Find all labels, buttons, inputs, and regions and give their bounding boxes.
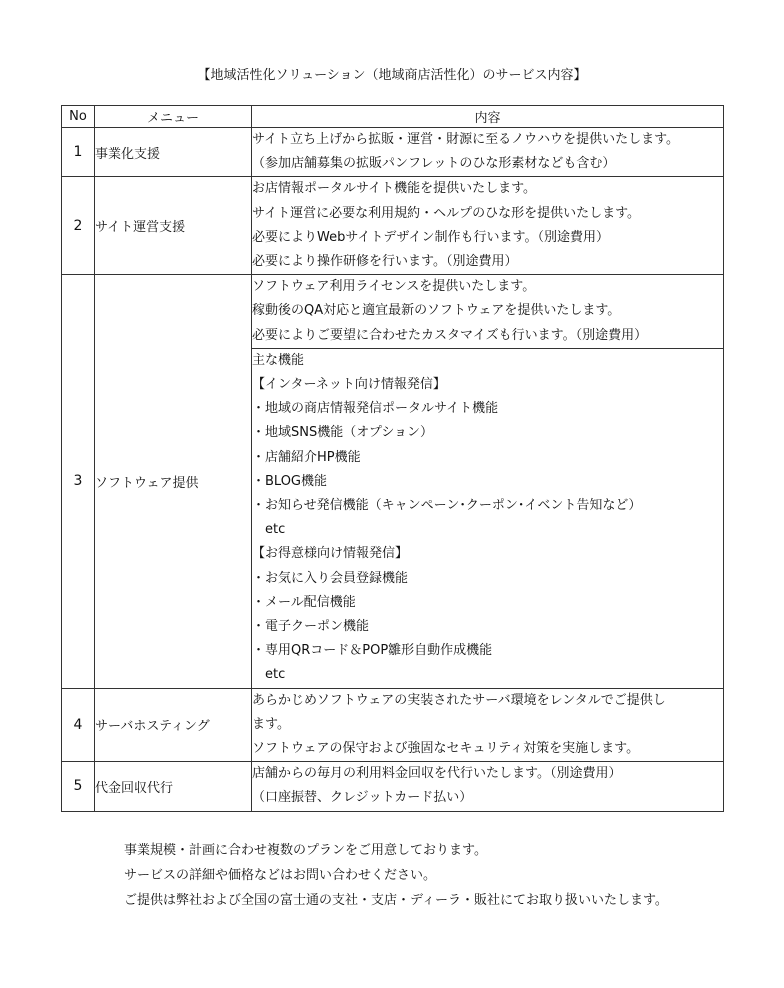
- content-line: サイト運営に必要な利用規約・ヘルプのひな形を提供いたします。: [252, 205, 641, 221]
- page-title: 【地域活性化ソリューション（地域商店活性化）のサービス内容】: [197, 68, 587, 83]
- row-content-features: [252, 348, 724, 688]
- content-line: ・地域の商店情報発信ポータルサイト機能: [252, 401, 499, 417]
- row-content: [252, 762, 724, 811]
- note-line: 事業規模・計画に合わせ複数のプランをご用意しております。: [124, 843, 487, 858]
- content-line: ・お気に入り会員登録機能: [252, 570, 409, 586]
- row-menu: サイト運営支援: [95, 177, 252, 275]
- row-menu: 代金回収代行: [95, 762, 252, 811]
- content-line: ・メール配信機能: [252, 594, 356, 610]
- row-content: [252, 688, 724, 762]
- note-line: サービスの詳細や価格などはお問い合わせください。: [124, 868, 437, 883]
- content-line: etc: [252, 522, 286, 538]
- table-row: [62, 275, 724, 349]
- content-line: あらかじめソフトウェアの実装されたサーバ環境をレンタルでご提供し: [252, 692, 666, 708]
- content-line: サイト立ち上げから拡販・運営・財源に至るノウハウを提供いたします。: [252, 132, 680, 147]
- row-number: 4: [62, 688, 95, 762]
- table-header-row: [62, 106, 724, 128]
- content-line: ます。: [252, 716, 290, 732]
- content-line: 稼動後のQA対応と適宜最新のソフトウェアを提供いたします。: [252, 303, 621, 319]
- row-number: 2: [62, 177, 95, 275]
- content-line: 必要によりご要望に合わせたカスタマイズも行います。（別途費用）: [252, 327, 648, 343]
- row-content: [252, 177, 724, 275]
- row-number: 3: [62, 275, 95, 688]
- row-number: 1: [62, 128, 95, 177]
- content-line: ・お知らせ発信機能（キャンペーン･クーポン･イベント告知など）: [252, 498, 642, 514]
- row-number: 5: [62, 762, 95, 811]
- content-line: etc: [252, 667, 286, 683]
- content-line: 必要によりWebサイトデザイン制作も行います。（別途費用）: [252, 229, 609, 245]
- row-menu: ソフトウェア提供: [95, 275, 252, 688]
- content-line: ソフトウェア利用ライセンスを提供いたします。: [252, 279, 536, 295]
- footer-notes: [124, 838, 668, 913]
- header-menu: メニュー: [95, 106, 252, 128]
- content-line: 店舗からの毎月の利用料金回収を代行いたします。（別途費用）: [252, 766, 622, 782]
- row-menu: サーバホスティング: [95, 688, 252, 762]
- row-content: [252, 275, 724, 349]
- content-line: 主な機能: [252, 352, 305, 368]
- table-row: [62, 128, 724, 177]
- service-table: [61, 105, 724, 812]
- note-line: ご提供は弊社および全国の富士通の支社・支店・ディーラ・販社にてお取り扱いいたします。: [124, 893, 668, 908]
- header-content: 内容: [252, 106, 724, 128]
- content-line: ・電子クーポン機能: [252, 619, 370, 635]
- table-row: [62, 177, 724, 275]
- table-row: [62, 688, 724, 762]
- content-line: ・専用QRコード＆POP雛形自動作成機能: [252, 643, 493, 659]
- header-no: No: [62, 106, 95, 128]
- table-row: [62, 762, 724, 811]
- content-line: （口座振替、クレジットカード払い）: [252, 790, 473, 806]
- content-line: ソフトウェアの保守および強固なセキュリティ対策を実施します。: [252, 741, 640, 757]
- content-line: （参加店舗募集の拡販パンフレットのひな形素材なども含む）: [252, 156, 616, 172]
- content-line: ・BLOG機能: [252, 473, 328, 489]
- content-line: 必要により操作研修を行います。（別途費用）: [252, 254, 518, 270]
- content-line: ・店舗紹介HP機能: [252, 449, 361, 465]
- row-menu: 事業化支援: [95, 128, 252, 177]
- content-line: 【お得意様向け情報発信】: [252, 546, 409, 562]
- content-line: 【インターネット向け情報発信】: [252, 377, 446, 393]
- row-content: [252, 128, 724, 177]
- content-line: ・地域SNS機能（オプション）: [252, 425, 434, 441]
- content-line: お店情報ポータルサイト機能を提供いたします。: [252, 181, 537, 197]
